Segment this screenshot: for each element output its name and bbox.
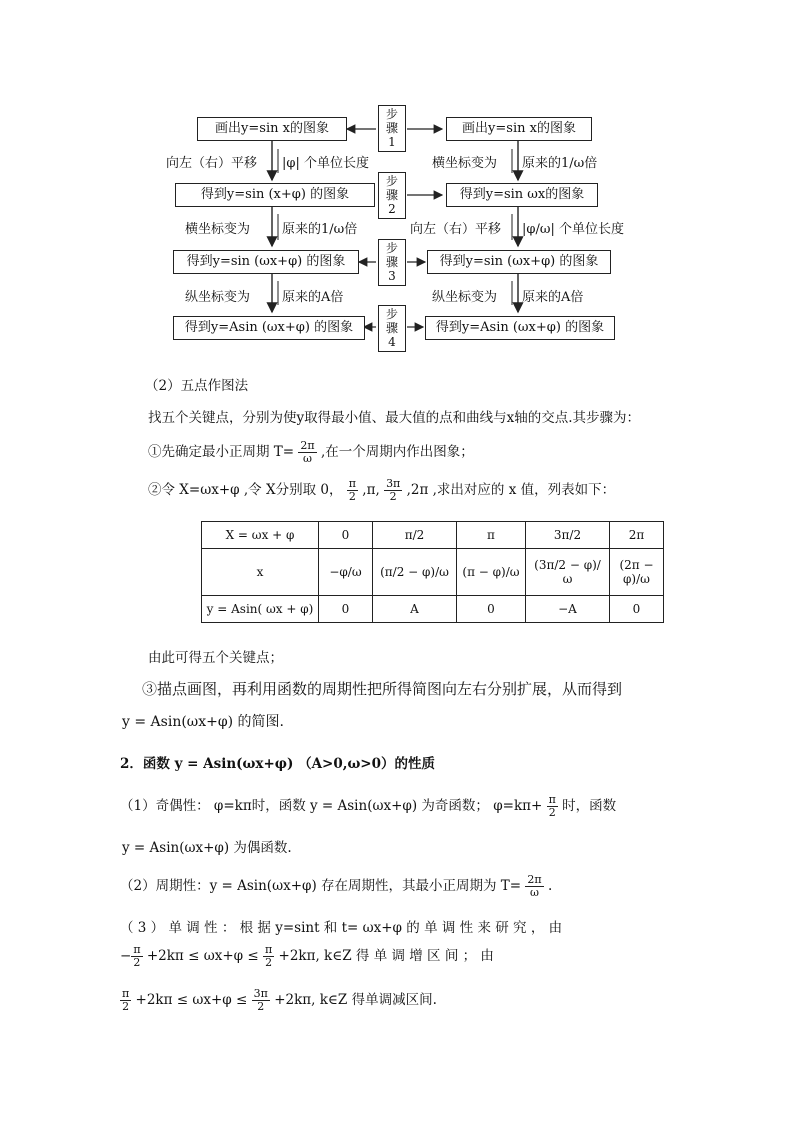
left-box-1: 画出y=sin x的图象: [197, 117, 347, 141]
five-point-heading: （2）五点作图法: [145, 378, 249, 394]
property-period: （2）周期性：y = Asin(ωx+φ) 存在周期性，其最小正周期为 T= $\frac{2\pi}{\omega}$ .: [120, 873, 553, 899]
right-box-1: 画出y=sin x的图象: [446, 117, 592, 141]
step-1: 步 骤 1: [378, 105, 406, 152]
left-label-3a: 纵坐标变为: [185, 290, 251, 305]
table-row: X = ωx + φ 0 π/2 π 3π/2 2π: [202, 522, 664, 549]
five-point-p4: ③描点画图，再利用函数的周期性把所得简图向左右分别扩展，从而得到: [142, 680, 623, 698]
left-label-2a: 横坐标变为: [185, 222, 251, 237]
right-box-3: 得到y=sin (ωx+φ) 的图象: [427, 250, 611, 274]
left-label-3b: 原来的A倍: [282, 290, 344, 305]
table-row: x −φ/ω (π/2 − φ)/ω (π − φ)/ω (3π/2 − φ)/ω (2π − φ)/ω: [202, 549, 664, 596]
left-box-4: 得到y=Asin (ωx+φ) 的图象: [173, 316, 365, 340]
five-point-p4b: y = Asin(ωx+φ) 的简图.: [122, 714, 284, 730]
right-box-2: 得到y=sin ωx的图象: [446, 183, 598, 207]
left-label-1a: 向左（右）平移: [166, 156, 258, 171]
five-point-p1: 找五个关键点，分别为使y取得最小值、最大值的点和曲线与x轴的交点.其步骤为：: [148, 410, 641, 426]
after-table-text: 由此可得五个关键点；: [148, 650, 283, 666]
step-4: 步 骤 4: [378, 305, 406, 352]
period-fraction: $\frac{2\pi}{\omega}$: [300, 439, 315, 465]
right-label-2a: 向左（右）平移: [410, 222, 502, 237]
table-row: y = Asin( ωx + φ) 0 A 0 −A 0: [202, 596, 664, 623]
left-label-1b: |φ| 个单位长度: [282, 156, 369, 171]
right-label-3b: 原来的A倍: [522, 290, 584, 305]
property-odd: （1）奇偶性： φ=kπ时，函数 y = Asin(ωx+φ) 为奇函数； φ=kπ+ $\frac{\pi}{2}$ 时，函数: [120, 793, 617, 819]
right-label-3a: 纵坐标变为: [432, 290, 498, 305]
right-box-4: 得到y=Asin (ωx+φ) 的图象: [425, 316, 615, 340]
left-box-3: 得到y=sin (ωx+φ) 的图象: [173, 250, 359, 274]
property-odd-c: y = Asin(ωx+φ) 为偶函数.: [122, 840, 292, 856]
right-label-2b: |φ/ω| 个单位长度: [522, 222, 624, 237]
step-2: 步 骤 2: [378, 172, 406, 219]
properties-heading: 2．函数 y = Asin(ωx+φ) （A>0,ω>0）的性质: [120, 756, 436, 772]
right-label-1a: 横坐标变为: [432, 156, 498, 171]
five-point-p3: ②令 X=ωx+φ ,令 X分别取 0， $\frac{\pi}{2}$ ,π, $\frac{3\pi}{2}$ ,2π ,求出对应的 x 值，列表如下：: [148, 477, 616, 503]
property-mono-d: $\frac{\pi}{2}$ +2kπ ≤ ωx+φ ≤ $\frac{3\pi}{2}$ +2kπ, k∈Z 得单调减区间.: [122, 987, 437, 1013]
left-box-2: 得到y=sin (x+φ) 的图象: [175, 183, 375, 207]
five-point-table: [201, 521, 664, 623]
right-label-1b: 原来的1/ω倍: [522, 156, 598, 171]
step-3: 步 骤 3: [378, 239, 406, 286]
property-mono-a: （ 3 ） 单 调 性 ： 根 据 y=sint 和 t= ωx+φ 的 单 调 性 来 研 究 ， 由: [120, 920, 563, 936]
property-mono-b: − $\frac{\pi}{2}$ +2kπ ≤ ωx+φ ≤ $\frac{\pi}{2}$ +2kπ, k∈Z 得 单 调 增 区 间 ； 由: [120, 943, 494, 969]
five-point-p2: ①先确定最小正周期 T= $\frac{2\pi}{\omega}$ ,在一个周期内作出图象；: [148, 439, 474, 465]
left-label-2b: 原来的1/ω倍: [282, 222, 358, 237]
